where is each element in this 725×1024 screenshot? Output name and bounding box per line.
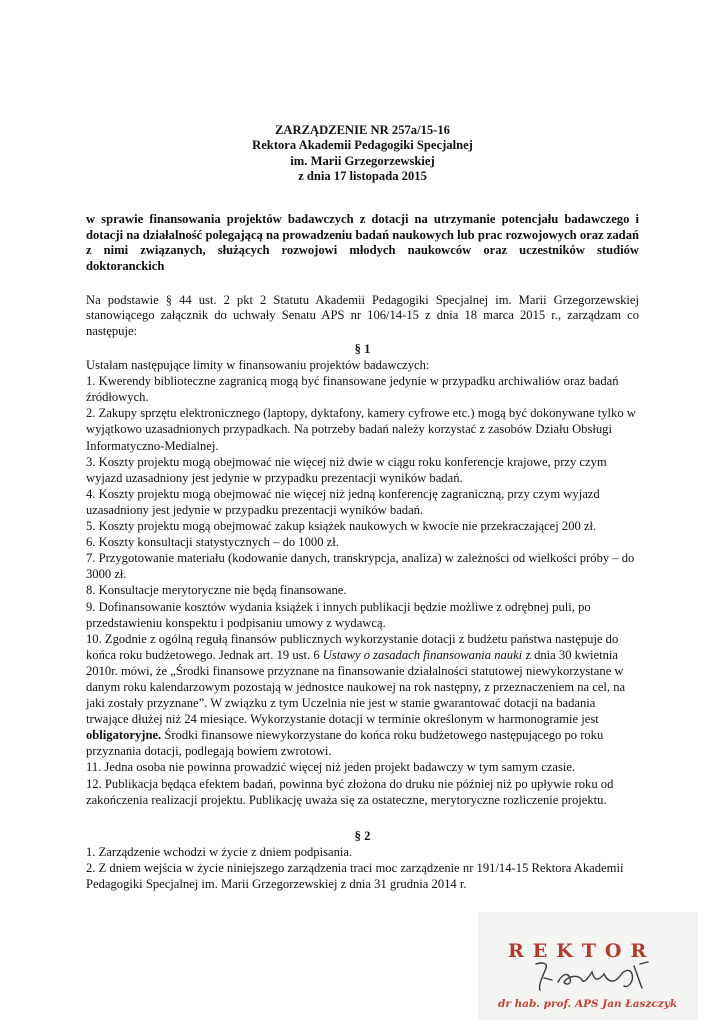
- document-intro: Na podstawie § 44 ust. 2 pkt 2 Statutu Akademii Pedagogiki Specjalnej im. Marii Grzegorzewskiej stanowiącego załącznik do uchwały Senatu APS nr 106/14-15 z dnia 18 marca 2015 r., zarządzam co następuje:: [86, 293, 639, 338]
- header-issuer: Rektora Akademii Pedagogiki Specjalnej: [252, 138, 473, 153]
- section-1: [86, 341, 639, 808]
- section-2: [86, 828, 639, 892]
- section-1-item: 3. Koszty projektu mogą obejmować nie więcej niż dwie w ciągu roku konferencje krajowe, przy czym wyjazd uzasadniony jest jedynie w przypadku prezentacji wyników badań.: [86, 454, 607, 485]
- item-10-text-3: Środki finansowe niewykorzystane do końca roku budżetowego następującego po roku przyznania dotacji, podlegają bowiem zwrotowi.: [86, 728, 604, 759]
- section-1-item: 5. Koszty projektu mogą obejmować zakup książek naukowych w kwocie nie przekraczającej 200 zł.: [86, 519, 597, 534]
- signature-icon: [528, 956, 658, 996]
- header-date: z dnia 17 listopada 2015: [298, 168, 427, 183]
- stamp-title: REKTOR: [508, 940, 656, 962]
- item-10-emphasis: obligatoryjne.: [86, 728, 162, 743]
- section-2-heading: § 2: [354, 829, 371, 843]
- section-1-item: 4. Koszty projektu mogą obejmować nie więcej niż jedną konferencję zagraniczną, przy czym wyjazd uzasadniony jest jedynie w przypadku prezentacji wyników badań.: [86, 486, 600, 517]
- section-2-item: 2. Z dniem wejścia w życie niniejszego zarządzenia traci moc zarządzenie nr 191/14-15 Rektora Akademii Pedagogiki Specjalnej im. Marii Grzegorzewskiej z dnia 31 grudnia 2014 r.: [86, 861, 624, 892]
- section-1-item: 6. Koszty konsultacji statystycznych – do 1000 zł.: [86, 535, 339, 550]
- section-1-heading: § 1: [354, 342, 371, 356]
- section-1-item: 2. Zakupy sprzętu elektronicznego (laptopy, dyktafony, kamery cyfrowe etc.) mogą być dokonywane tylko w wyjątkowo uzasadnionych przypadkach. Na potrzeby badań należy korzystać z zasobów Działu Obsługi Informatyczno-Medialnej.: [86, 406, 636, 453]
- header-title: ZARZĄDZENIE NR 257a/15-16: [275, 123, 450, 137]
- section-1-item: 12. Publikacja będąca efektem badań, powinna być złożona do druku nie później niż po upływie roku od zakończenia realizacji projektu. Publikację uważa się za ostateczne, merytoryczne rozliczenie projektu.: [86, 776, 614, 807]
- section-1-item: 1. Kwerendy biblioteczne zagranicą mogą być finansowane jedynie w przypadku archiwaliów oraz badań źródłowych.: [86, 374, 619, 405]
- item-10-text-2: z dnia 30 kwietnia 2010r. mówi, że „Środki finansowe przyznane na finansowanie działalności statutowej niewykorzystane w danym roku kalendarzowym pozostają w jednostce naukowej na rok następny, z przeznaczeniem na cel, na jaki zostały przyznane”. W związku z tym Uczelnia nie jest w stanie gwarantować dotacji na badania trwające dłużej niż 24 miesiące. Wykorzystanie dotacji w terminie określonym w harmonogramie jest: [86, 647, 626, 727]
- item-10-act-title: Ustawy o zasadach finansowania nauki: [322, 647, 523, 662]
- section-2-item: 1. Zarządzenie wchodzi w życie z dniem podpisania.: [86, 845, 353, 860]
- section-1-item: 11. Jedna osoba nie powinna prowadzić więcej niż jeden projekt badawczy w tym samym czasie.: [86, 760, 576, 775]
- section-1-item: 7. Przygotowanie materiału (kodowanie danych, transkrypcja, analiza) w zależności od wielkości próby – do 3000 zł.: [86, 551, 635, 582]
- rector-stamp: [478, 912, 698, 1020]
- document-subject: w sprawie finansowania projektów badawczych z dotacji na utrzymanie potencjału badawczego i dotacji na działalność polegającą na prowadzeniu badań naukowych lub prac rozwojowych oraz zadań z nimi związanych, służących rozwojowi młodych naukowców oraz uczestników studiów doktoranckich: [86, 212, 639, 273]
- section-1-item: 9. Dofinansowanie kosztów wydania książek i innych publikacji będzie możliwe z odrębnej puli, po przedstawieniu konspektu i podpisaniu umowy z wydawcą.: [86, 599, 591, 630]
- header-issuer-name: im. Marii Grzegorzewskiej: [290, 153, 435, 168]
- section-1-item-10: [86, 631, 639, 760]
- section-1-lead: Ustalam następujące limity w finansowaniu projektów badawczych:: [86, 358, 430, 373]
- item-10-text-1: 10. Zgodnie z ogólną regułą finansów publicznych wykorzystanie dotacji z budżetu państwa następuje do końca roku budżetowego. Jednak art. 19 ust. 6: [86, 631, 619, 662]
- document-header: [0, 123, 725, 184]
- section-1-item: 8. Konsultacje merytoryczne nie będą finansowane.: [86, 583, 347, 598]
- stamp-name: dr hab. prof. APS Jan Łaszczyk: [498, 998, 678, 1010]
